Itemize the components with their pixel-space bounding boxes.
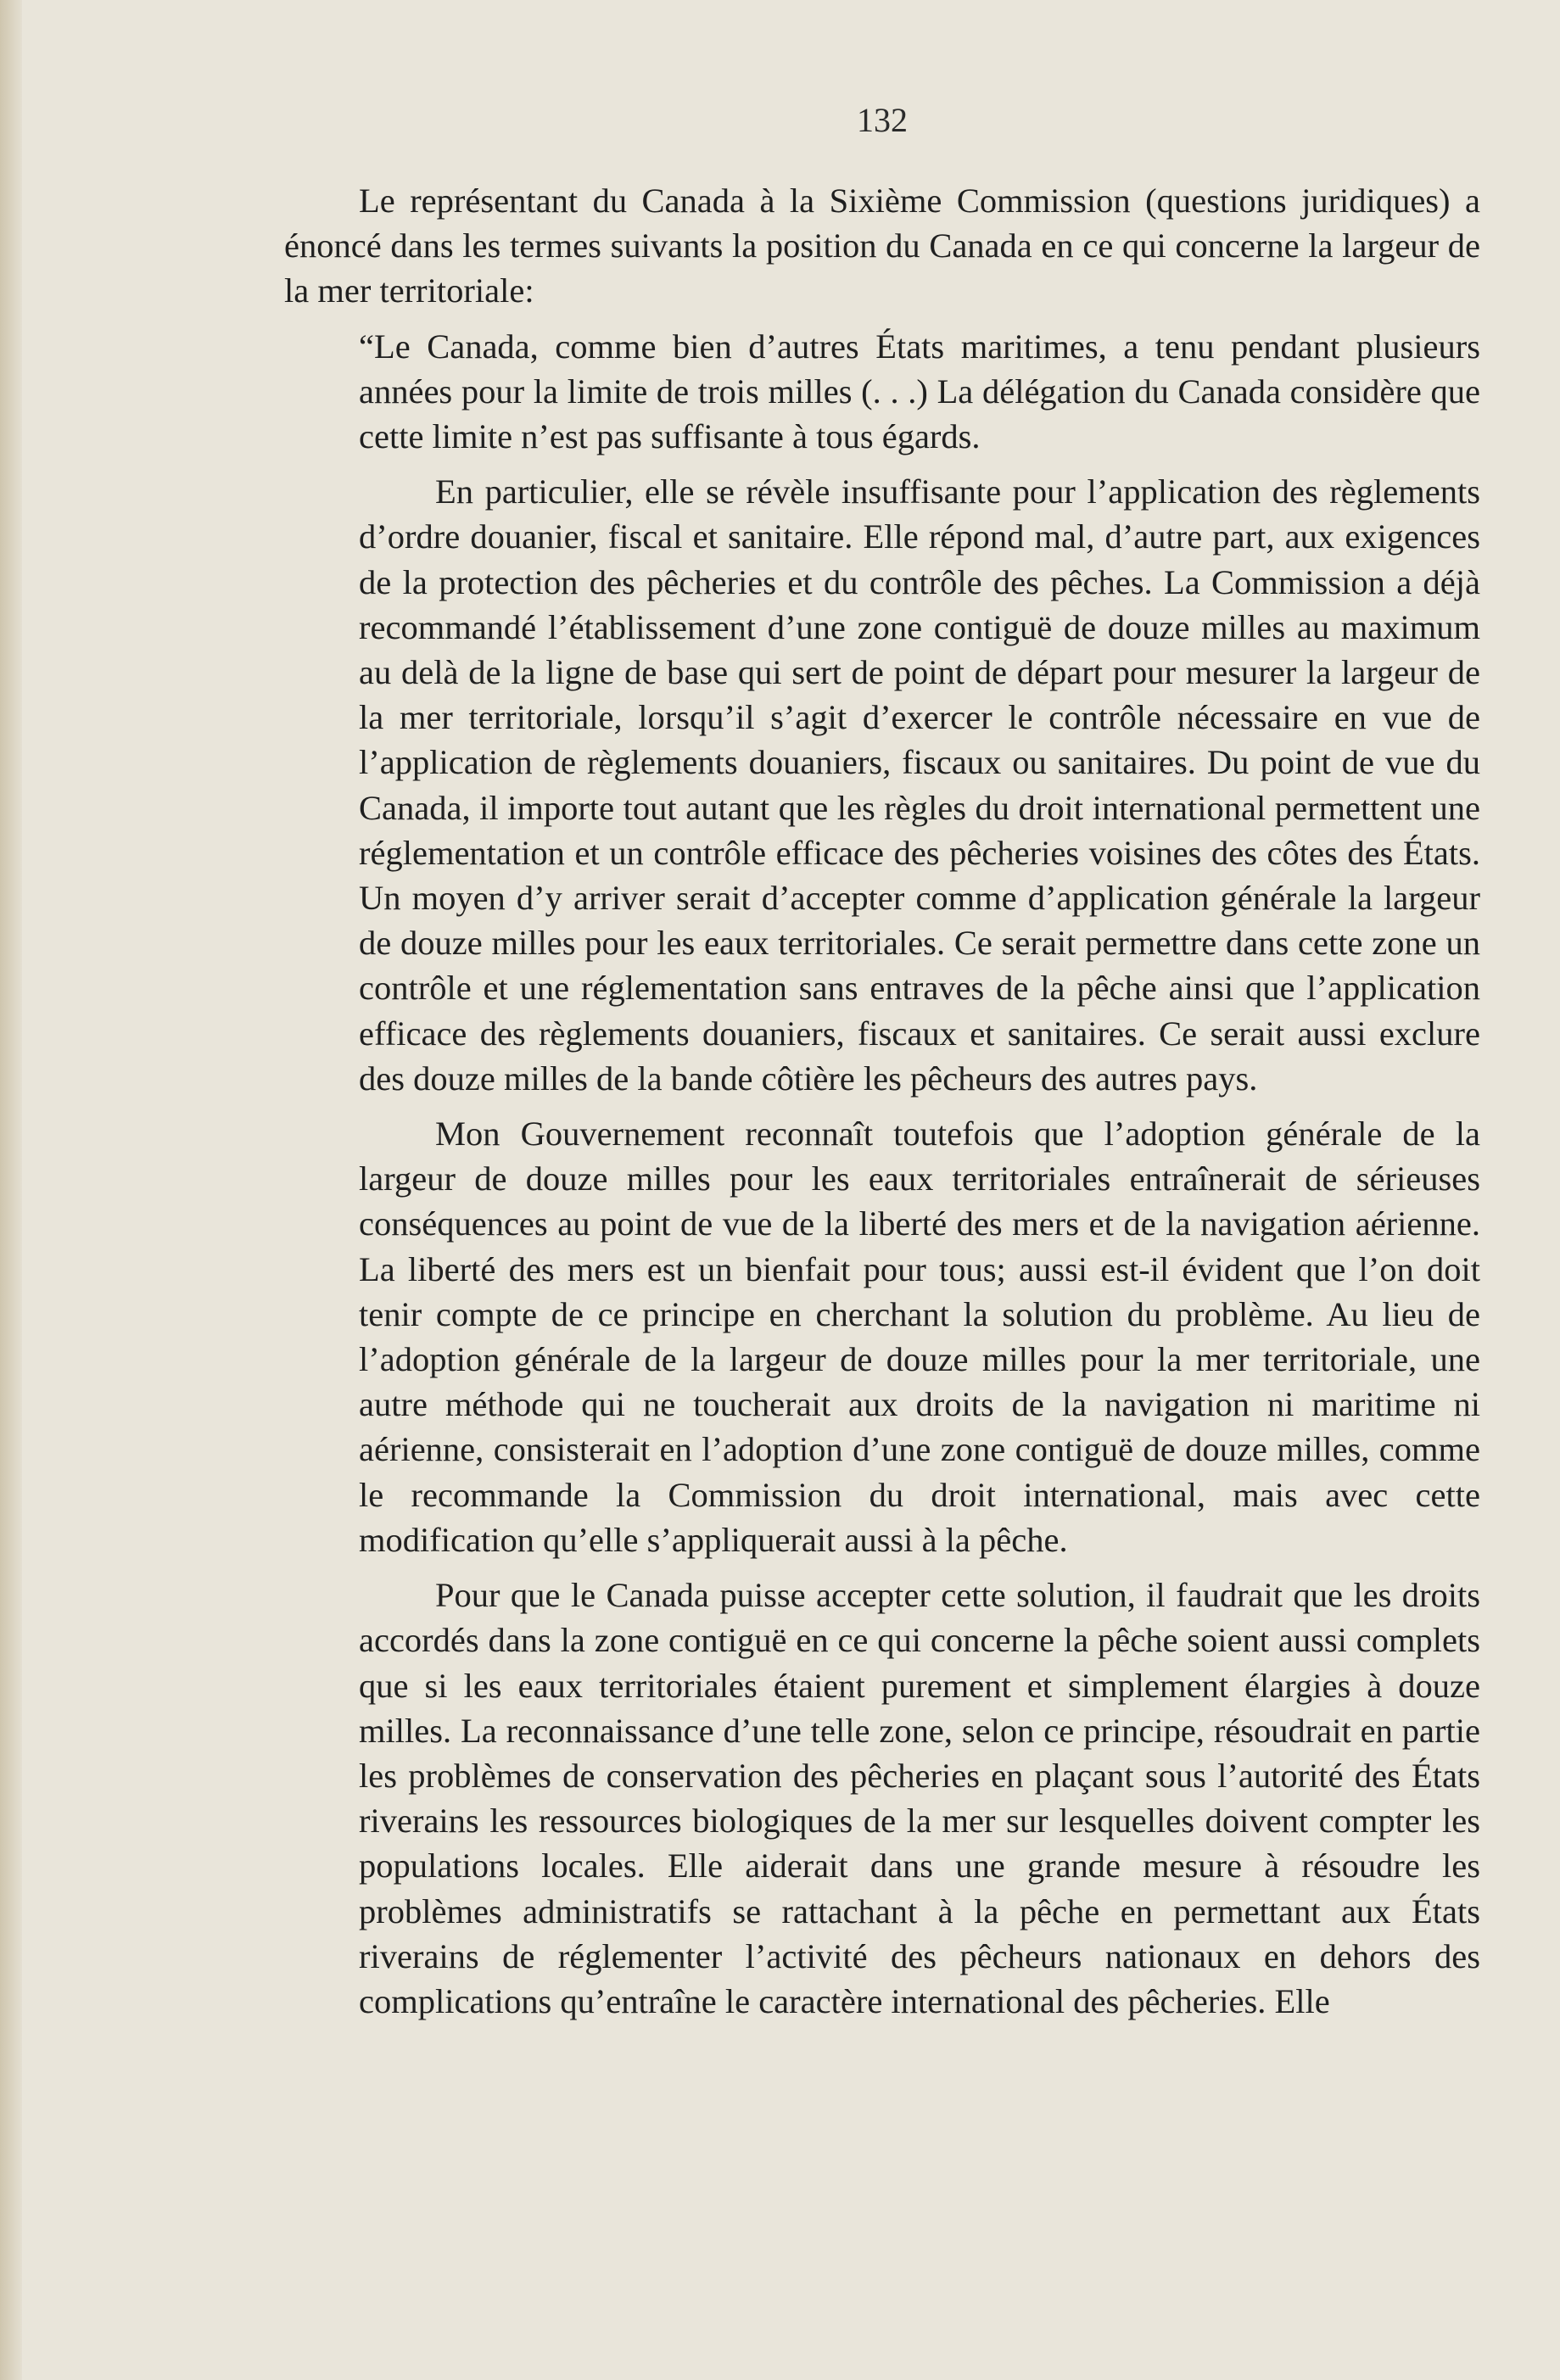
- block-quote: [284, 324, 1480, 2025]
- page-number: 132: [857, 101, 908, 139]
- quote-paragraph-4: Pour que le Canada puisse accepter cette solution, il faudrait que les droits accordés dans la zone contiguë en ce qui concerne la pêche soient aussi complets que si les eaux territoriales étaient purement et simplement élargies à douze milles. La reconnaissance d’une telle zone, selon ce principe, résoudrait en partie les problèmes de conservation des pêcheries en plaçant sous l’autorité des États riverains les ressources biologiques de la mer sur lesquelles doivent compter les populations locales. Elle aiderait dans une grande mesure à résoudre les problèmes administratifs se rattachant à la pêche en permettant aux États riverains de réglementer l’activité des pêcheurs nationaux en dehors des complications qu’entraîne le caractère international des pêcheries. Elle: [359, 1576, 1480, 2020]
- quote-paragraph-2: En particulier, elle se révèle insuffisante pour l’application des règlements d’ordre douanier, fiscal et sanitaire. Elle répond mal, d’autre part, aux exigences de la protection des pêcheries et du contrôle des pêches. La Commission a déjà recommandé l’établissement d’une zone contiguë de douze milles au maximum au delà de la ligne de base qui sert de point de départ pour mesurer la largeur de la mer territoriale, lorsqu’il s’agit d’exercer le contrôle nécessaire en vue de l’application de règlements douaniers, fiscaux ou sanitaires. Du point de vue du Canada, il importe tout autant que les règles du droit international permettent une réglementation et un contrôle efficace des pêcheries voisines des côtes des États. Un moyen d’y arriver serait d’accepter comme d’application générale la largeur de douze milles pour les eaux territoriales. Ce serait permettre dans cette zone un contrôle et une réglementation sans entraves de la pêche ainsi que l’application efficace des règlements douaniers, fiscaux et sanitaires. Ce serait aussi exclure des douze milles de la bande côtière les pêcheurs des autres pays.: [359, 472, 1480, 1098]
- page-edge: [0, 0, 22, 2380]
- quote-paragraph-1: “Le Canada, comme bien d’autres États maritimes, a tenu pendant plusieurs années pour la limite de trois milles (. . .) La délégation du Canada considère que cette limite n’est pas suffisante à tous égards.: [359, 327, 1480, 456]
- body-text: [284, 178, 1480, 2024]
- quote-paragraph-3: Mon Gouvernement reconnaît toutefois que l’adoption générale de la largeur de douze milles pour les eaux territoriales entraînerait de sérieuses conséquences au point de vue de la liberté des mers et de la navigation aérienne. La liberté des mers est un bienfait pour tous; aussi est-il évident que l’on doit tenir compte de ce principe en cherchant la solution du problème. Au lieu de l’adoption générale de la largeur de douze milles pour la mer territoriale, une autre méthode qui ne toucherait aux droits de la navigation ni maritime ni aérienne, consisterait en l’adoption d’une zone contiguë de douze milles, comme le recommande la Commission du droit international, mais avec cette modification qu’elle s’appliquerait aussi à la pêche.: [359, 1115, 1480, 1559]
- intro-paragraph: Le représentant du Canada à la Sixième Commission (questions juridiques) a énoncé dans les termes suivants la position du Canada en ce qui concerne la largeur de la mer territoriale:: [284, 182, 1480, 310]
